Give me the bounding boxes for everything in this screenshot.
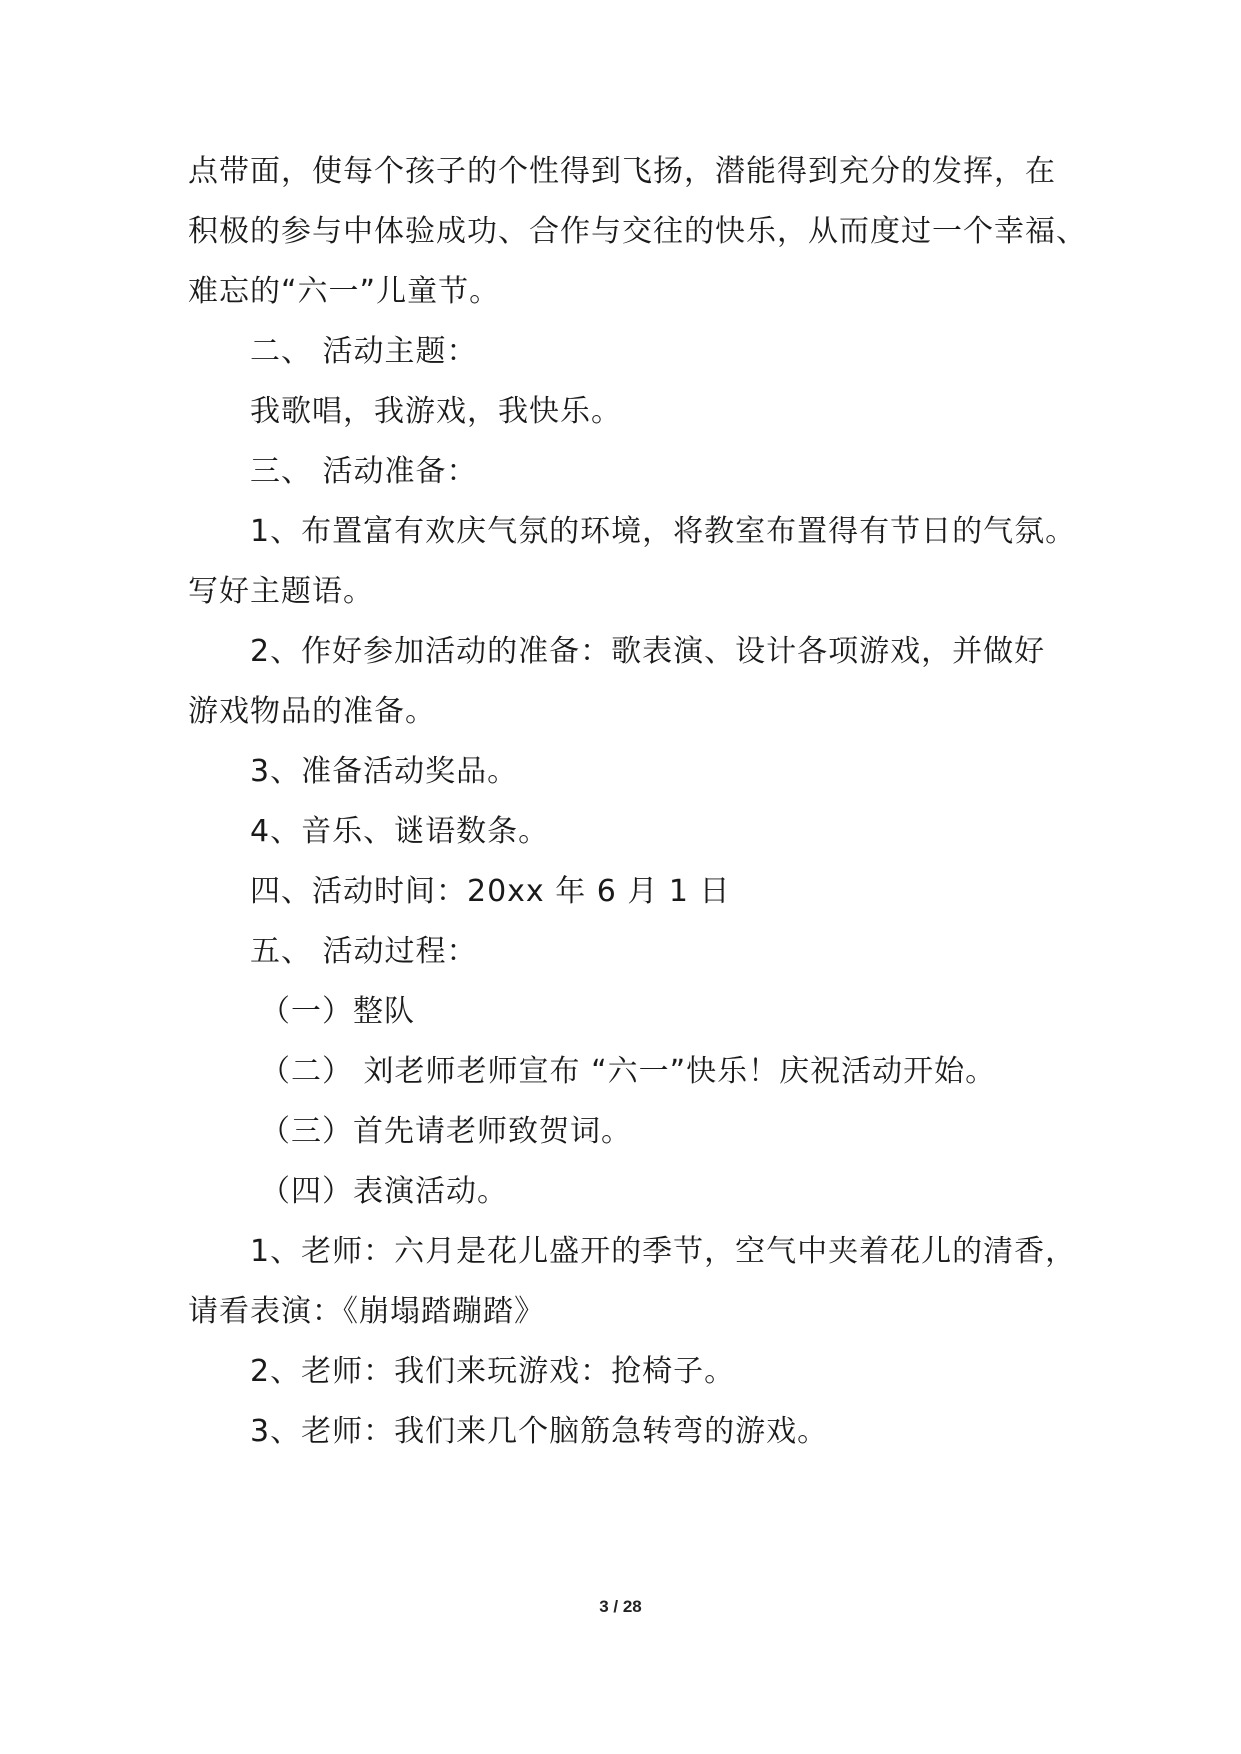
page-number: 3 / 28 xyxy=(599,1597,642,1616)
section-heading: 三、 活动准备： xyxy=(250,454,478,489)
paragraph-line: 请看表演：《崩塌踏蹦踏》 xyxy=(188,1294,545,1329)
paragraph-line: 写好主题语。 xyxy=(188,574,374,609)
list-item: 2、作好参加活动的准备：歌表演、设计各项游戏，并做好 xyxy=(250,634,1046,669)
sub-item: （四）表演活动。 xyxy=(260,1174,508,1209)
section-heading: 五、 活动过程： xyxy=(250,934,478,969)
section-heading: 四、活动时间：20xx 年 6 月 1 日 xyxy=(250,874,731,909)
sub-item: （三）首先请老师致贺词。 xyxy=(260,1114,632,1149)
paragraph-line: 我歌唱，我游戏，我快乐。 xyxy=(250,394,622,429)
section-heading: 二、 活动主题： xyxy=(250,334,478,369)
list-item: 3、老师：我们来几个脑筋急转弯的游戏。 xyxy=(250,1414,829,1449)
list-item: 1、老师：六月是花儿盛开的季节，空气中夹着花儿的清香， xyxy=(250,1234,1077,1269)
list-item: 3、准备活动奖品。 xyxy=(250,754,519,789)
paragraph-line: 游戏物品的准备。 xyxy=(188,694,436,729)
list-item: 2、老师：我们来玩游戏：抢椅子。 xyxy=(250,1354,736,1389)
paragraph-line: 点带面，使每个孩子的个性得到飞扬，潜能得到充分的发挥，在 xyxy=(188,154,1056,189)
paragraph-line: 积极的参与中体验成功、合作与交往的快乐，从而度过一个幸福、 xyxy=(188,214,1087,249)
paragraph-line: 难忘的“六一”儿童节。 xyxy=(188,274,501,309)
sub-item: （一）整队 xyxy=(260,994,415,1029)
list-item: 1、布置富有欢庆气氛的环境，将教室布置得有节日的气氛。 xyxy=(250,514,1077,549)
list-item: 4、音乐、谜语数条。 xyxy=(250,814,550,849)
sub-item: （二） 刘老师老师宣布 “六一”快乐！庆祝活动开始。 xyxy=(260,1054,997,1089)
